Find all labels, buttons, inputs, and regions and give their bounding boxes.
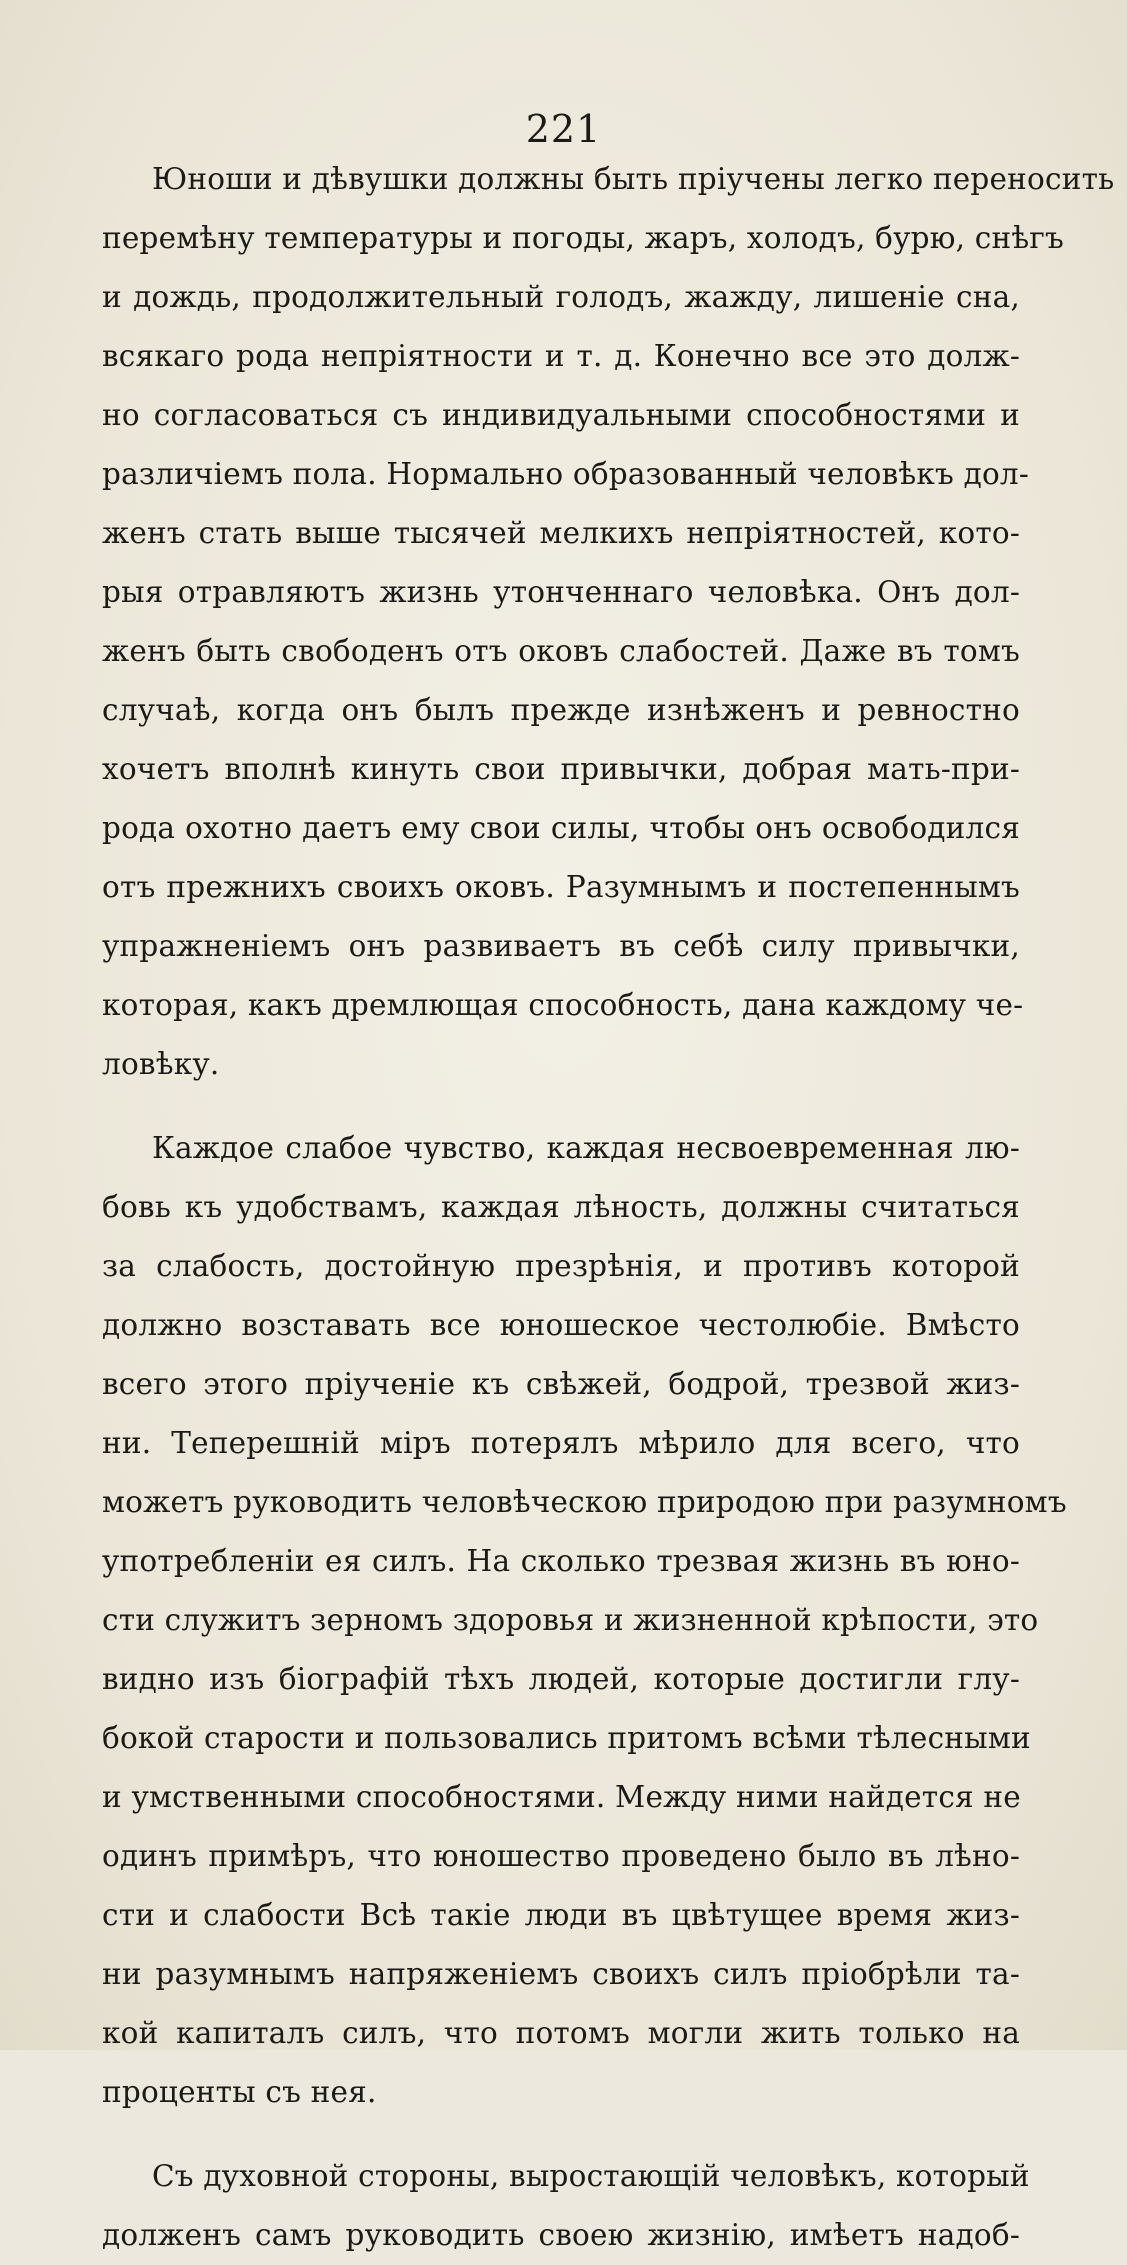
text-line: но согласоваться съ индивидуальными способностями и xyxy=(102,398,1020,432)
text-line: ни разумнымъ напряженіемъ своихъ силъ пріобрѣли та- xyxy=(102,1957,1020,1991)
text-line: видно изъ біографій тѣхъ людей, которые достигли глу- xyxy=(102,1662,1020,1696)
text-line: Каждое слабое чувство, каждая несвоевременная лю- xyxy=(152,1131,1020,1165)
paragraph xyxy=(102,150,1115,1094)
text-line: проценты съ нея. xyxy=(102,2075,377,2109)
text-line: должно возставать все юношеское честолюбіе. Вмѣсто xyxy=(102,1308,1020,1342)
text-line: употребленіи ея силъ. На сколько трезвая жизнь въ юно- xyxy=(102,1544,1020,1578)
text-line: различіемъ пола. Нормально образованный человѣкъ дол- xyxy=(102,457,1030,491)
text-line: одинъ примѣръ, что юношество проведено было въ лѣно- xyxy=(102,1839,1020,1873)
text-line: ловѣку. xyxy=(102,1047,220,1081)
text-line: перемѣну температуры и погоды, жаръ, холодъ, бурю, снѣгъ xyxy=(102,221,1064,255)
paragraph xyxy=(102,2147,1030,2265)
text-line: упражненіемъ онъ развиваетъ въ себѣ силу привычки, xyxy=(102,929,1020,963)
text-line: кой капиталъ силъ, что потомъ могли жить только на xyxy=(102,2016,1020,2050)
text-line: бокой старости и пользовались притомъ всѣми тѣлесными xyxy=(102,1721,1031,1755)
text-line: и умственными способностями. Между ними найдется не xyxy=(102,1780,1021,1814)
text-line: бовь къ удобствамъ, каждая лѣность, должны считаться xyxy=(102,1190,1020,1224)
text-line: женъ стать выше тысячей мелкихъ непріятностей, кото- xyxy=(102,516,1020,550)
text-line: Съ духовной стороны, выростающій человѣкъ, который xyxy=(152,2159,1030,2193)
text-line: женъ быть свободенъ отъ оковъ слабостей. Даже въ томъ xyxy=(102,634,1020,668)
text-line: всякаго рода непріятности и т. д. Конечно все это долж- xyxy=(102,339,1020,373)
text-line: хочетъ вполнѣ кинуть свои привычки, добрая мать-при- xyxy=(102,752,1020,786)
text-line: рода охотно даетъ ему свои силы, чтобы онъ освободился xyxy=(102,811,1020,845)
text-line: рыя отравляютъ жизнь утонченнаго человѣка. Онъ дол- xyxy=(102,575,1020,609)
text-line: сти служитъ зерномъ здоровья и жизненной крѣпости, это xyxy=(102,1603,1039,1637)
page-number: 221 xyxy=(525,107,602,151)
text-line: Юноши и дѣвушки должны быть пріучены легко переносить xyxy=(152,162,1115,196)
text-line: которая, какъ дремлющая способность, дана каждому че- xyxy=(102,988,1024,1022)
text-line: за слабость, достойную презрѣнія, и противъ которой xyxy=(102,1249,1020,1283)
paragraph-gap xyxy=(102,1094,1020,1119)
text-body xyxy=(102,150,1115,2265)
text-line: сти и слабости Всѣ такіе люди въ цвѣтущее время жиз- xyxy=(102,1898,1020,1932)
text-line: всего этого пріученіе къ свѣжей, бодрой, трезвой жиз- xyxy=(102,1367,1020,1401)
text-line: долженъ самъ руководить своею жизнію, имѣетъ надоб- xyxy=(102,2218,1020,2252)
text-line: отъ прежнихъ своихъ оковъ. Разумнымъ и постепеннымъ xyxy=(102,870,1020,904)
text-line: можетъ руководить человѣческою природою при разумномъ xyxy=(102,1485,1067,1519)
paragraph xyxy=(102,1119,1067,2122)
text-line: ни. Теперешній міръ потерялъ мѣрило для всего, что xyxy=(102,1426,1020,1460)
text-line: случаѣ, когда онъ былъ прежде изнѣженъ и ревностно xyxy=(102,693,1020,727)
text-line: и дождь, продолжительный голодъ, жажду, лишеніе сна, xyxy=(102,280,1020,314)
paragraph-gap xyxy=(102,2122,1020,2147)
